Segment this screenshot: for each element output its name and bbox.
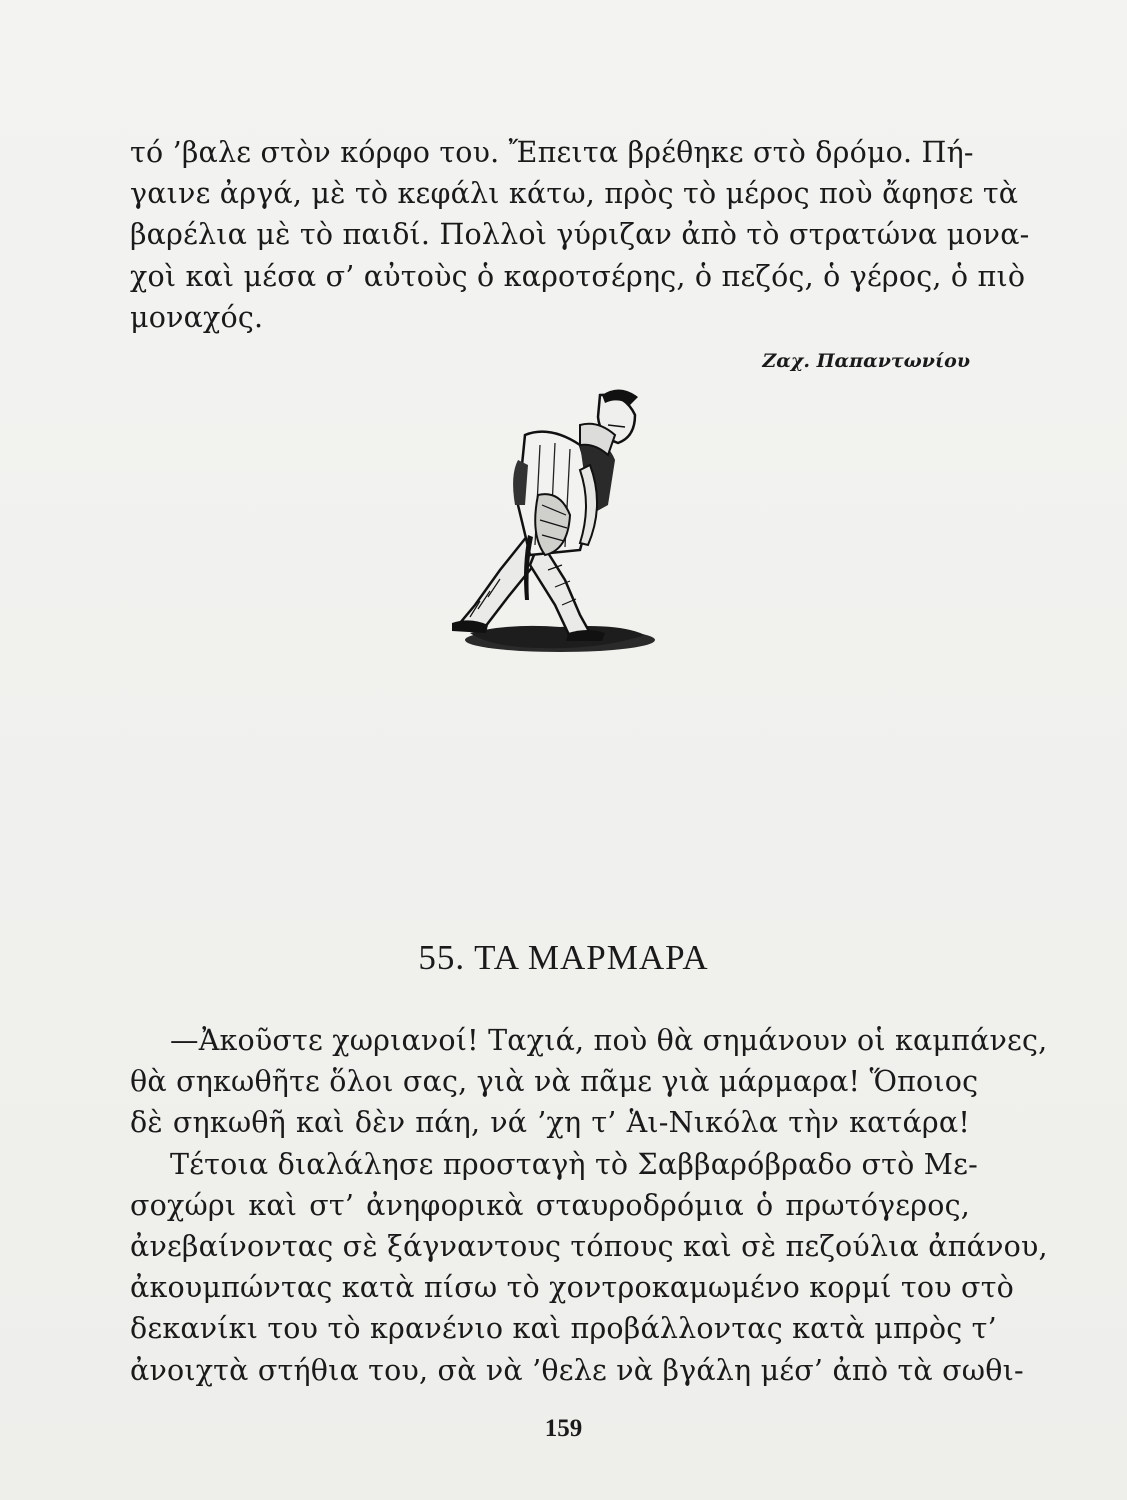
text-line: χοὶ καὶ μέσα σ’ αὐτοὺς ὁ καροτσέρης, ὁ πεζός, ὁ γέρος, ὁ πιὸ xyxy=(130,259,1026,293)
stooping-man-illustration xyxy=(430,365,660,680)
text-line: βαρέλια μὲ τὸ παιδί. Πολλοὶ γύριζαν ἀπὸ τὸ στρατώνα μονα- xyxy=(130,218,1030,252)
text-line: τό ’βαλε στὸν κόρφο του. Ἔπειτα βρέθηκε στὸ δρόμο. Πή- xyxy=(130,136,974,169)
text-line: δεκανίκι του τὸ κρανένιο καὶ προβάλλοντας κατὰ μπρὸς τ’ xyxy=(130,1312,997,1346)
text-line: ἀκουμπώντας κατὰ πίσω τὸ χοντροκαμωμένο κορμί του στὸ xyxy=(130,1271,1015,1305)
text-line: δὲ σηκωθῆ καὶ δὲν πάη, νά ’χη τ’ Ἁι-Νικόλα τὴν κατάρα! xyxy=(130,1106,970,1140)
text-line: —Ἀκοῦστε χωριανοί! Ταχιά, ποὺ θὰ σημάνουν οἱ καμπάνες, xyxy=(170,1024,1048,1057)
text-line: σοχώρι καὶ στ’ ἀνηφορικὰ σταυροδρόμια ὁ πρωτόγερος, xyxy=(130,1188,970,1222)
text-line: ἀνεβαίνοντας σὲ ξάγναντους τόπους καὶ σὲ πεζούλια ἀπάνου, xyxy=(130,1230,1048,1264)
show-through-texture xyxy=(110,95,990,131)
chapter-heading: 55. ΤΑ ΜΑΡΜΑΡΑ xyxy=(418,938,709,977)
text-line: γαινε ἀργά, μὲ τὸ κεφάλι κάτω, πρὸς τὸ μέρος ποὺ ἄφησε τὰ xyxy=(130,177,1019,211)
top-paragraph xyxy=(130,132,1030,338)
text-line: θὰ σηκωθῆτε ὅλοι σας, γιὰ νὰ πᾶμε γιὰ μάρμαρα! Ὅποιος xyxy=(130,1065,979,1099)
text-line: ἀνοιχτὰ στήθια του, σὰ νὰ ’θελε νὰ βγάλη μέσ’ ἀπὸ τὰ σωθι- xyxy=(130,1353,1024,1387)
page-number: 159 xyxy=(544,1415,583,1442)
text-line: μοναχός. xyxy=(130,300,264,334)
text-line: Τέτοια διαλάλησε προσταγὴ τὸ Σαββαρόβραδο στὸ Με- xyxy=(170,1147,978,1181)
chapter-paragraph xyxy=(130,1020,1048,1391)
author-attribution: Ζαχ. Παπαντωνίου xyxy=(762,350,970,372)
